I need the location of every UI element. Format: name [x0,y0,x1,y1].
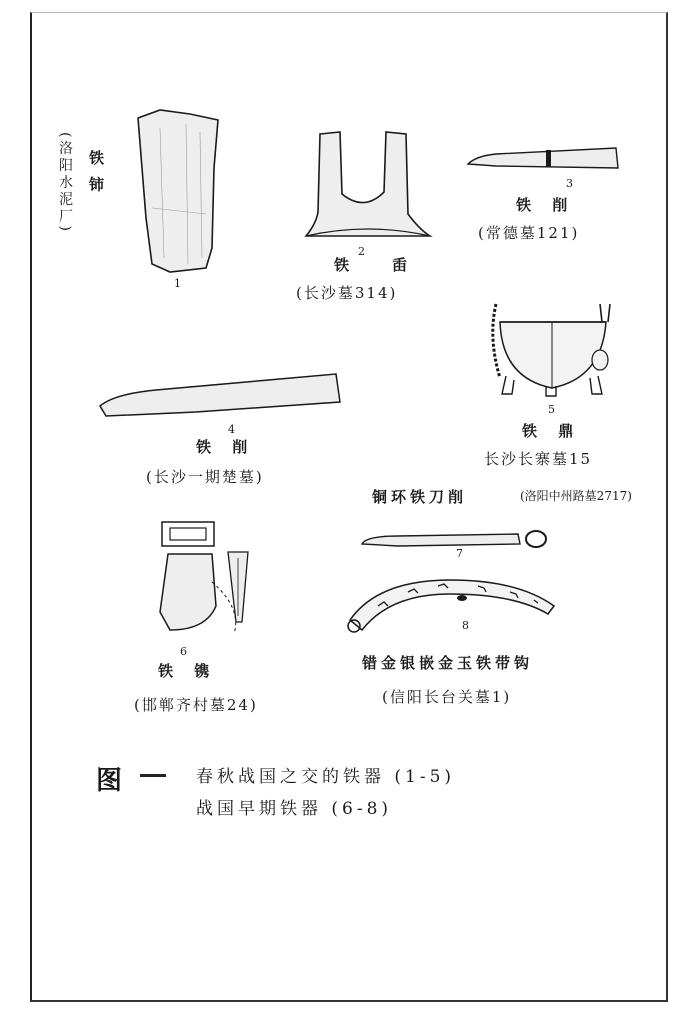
figure-2-number: 2 [358,245,365,258]
caption-line-2: 战国早期铁器 (6-8) [196,799,393,819]
figure-4-number: 4 [228,423,235,436]
figure-8-source: (信阳长台关墓1) [382,688,512,706]
iron-spade-head-drawing [296,128,436,258]
figure-6-iron-chisel [156,518,266,638]
figure-6-name: 铁 镌 [158,662,218,680]
iron-cauldron-drawing [486,298,622,398]
figure-8-belt-hook [338,566,564,638]
iron-spade-drawing [130,108,230,288]
figure-1-iron-spade [130,108,230,288]
figure-1-number: 1 [174,277,181,290]
iron-knife-long-drawing [96,368,346,422]
figure-4-source: (长沙一期楚墓) [146,468,264,486]
figure-3-name: 铁 削 [516,196,576,214]
figure-7-source: (洛阳中州路墓2717) [520,489,632,503]
figure-3-iron-knife [466,142,626,178]
figure-7-name: 铜环铁刀削 [372,488,468,506]
iron-chisel-drawing [156,518,266,638]
caption-line-1: 春秋战国之交的铁器 (1-5) [196,767,456,787]
figure-2-source: (长沙墓314) [296,284,398,302]
figure-4-name: 铁 削 [196,438,256,456]
figure-2-name-suffix: 臿 [392,256,416,274]
figure-1-name: 铁 铈 [87,150,105,195]
figure-8-number: 8 [462,619,469,632]
figure-5-number: 5 [548,403,555,416]
figure-6-number: 6 [180,645,187,658]
figure-5-source: 长沙长寨墓15 [484,450,593,468]
figure-5-name: 铁 鼎 [522,422,582,440]
iron-knife-small-drawing [466,142,626,178]
figure-1-source: (洛阳水泥厂) [57,132,73,234]
figure-4-iron-knife [96,368,346,422]
figure-3-number: 3 [566,177,573,190]
figure-caption-dash [140,774,166,777]
figure-2-iron-spade-head [296,128,436,258]
figure-6-source: (邯郸齐村墓24) [134,696,258,714]
figure-7-number: 7 [456,547,463,560]
figure-5-iron-cauldron [486,298,622,398]
figure-8-name: 错金银嵌金玉铁带钩 [362,654,534,672]
figure-caption-label: 图 [96,766,125,796]
figure-2-name: 铁 [334,256,358,274]
belt-hook-drawing [338,566,564,638]
figure-3-source: (常德墓121) [478,224,580,242]
